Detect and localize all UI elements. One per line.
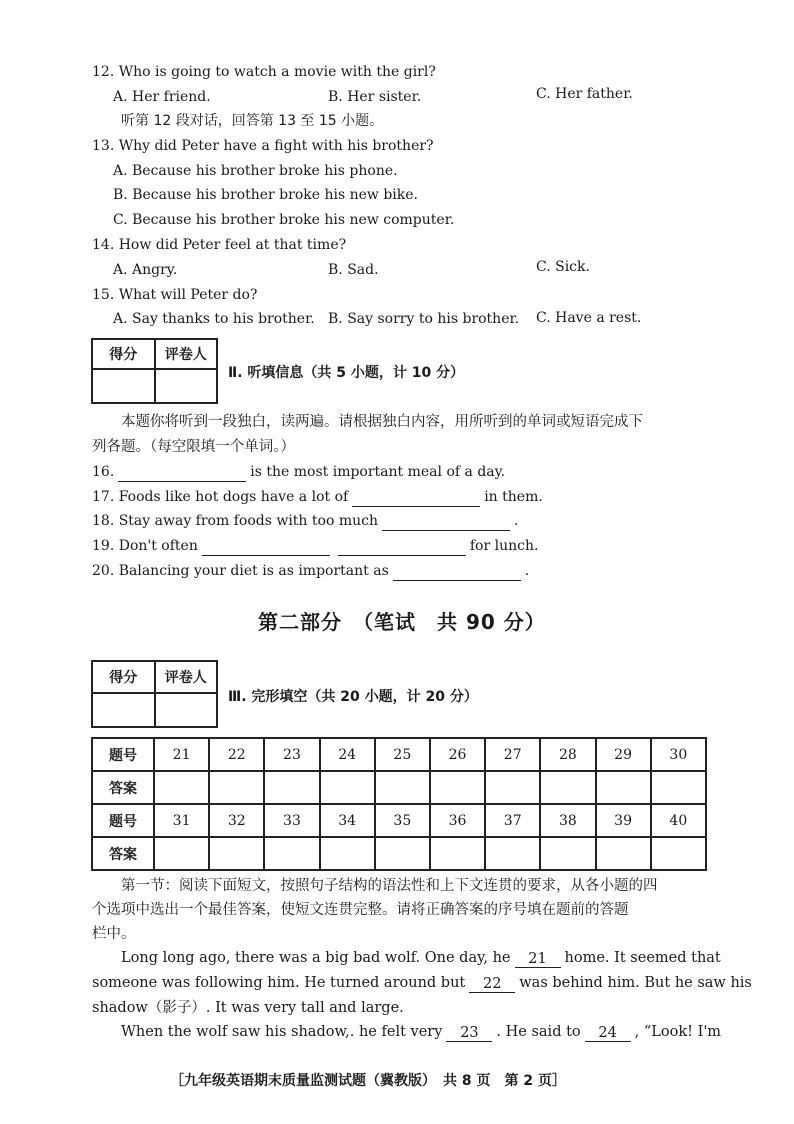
passage-line-4 — [121, 1022, 721, 1042]
cloze-number-23: 23 — [460, 1025, 479, 1041]
question-17 — [92, 487, 543, 507]
cloze-blank-22[interactable] — [469, 976, 515, 993]
grid-answer-cell[interactable] — [264, 771, 319, 804]
q15-option-b: B. Say sorry to his brother. — [328, 311, 520, 327]
grid-answer-cell[interactable] — [430, 837, 485, 870]
question-15: 15. What will Peter do? — [92, 287, 258, 303]
score-cell — [92, 693, 155, 727]
grid-number: 27 — [485, 738, 540, 771]
question-16 — [92, 462, 505, 482]
section1-instruction-1: 第一节：阅读下面短文，按照句子结构的语法性和上下文连贯的要求，从各小题的四 — [121, 878, 658, 894]
q19-blank-1[interactable] — [202, 539, 330, 556]
q20-blank[interactable] — [393, 564, 521, 581]
cloze-blank-23[interactable] — [446, 1025, 492, 1042]
question-14: 14. How did Peter feel at that time? — [92, 237, 347, 253]
grid-number: 23 — [264, 738, 319, 771]
grid-number: 40 — [651, 804, 706, 837]
q13-option-c: C. Because his brother broke his new computer. — [113, 212, 455, 228]
q19-prefix: 19. Don't often — [92, 538, 198, 554]
grid-row-numbers-1 — [92, 738, 706, 771]
q13-option-b: B. Because his brother broke his new bike. — [113, 187, 418, 203]
grid-label-answer: 答案 — [92, 771, 154, 804]
grid-answer-cell[interactable] — [485, 771, 540, 804]
grid-number: 28 — [540, 738, 595, 771]
passage-line-1 — [121, 948, 721, 968]
answer-grid — [91, 737, 707, 871]
grid-answer-cell[interactable] — [596, 771, 651, 804]
passage-text: someone was following him. He turned around but — [92, 975, 466, 991]
grid-number: 30 — [651, 738, 706, 771]
cloze-number-22: 22 — [483, 976, 502, 992]
score-box-part2 — [91, 338, 218, 404]
q14-option-c: C. Sick. — [536, 259, 590, 275]
grid-number: 25 — [375, 738, 430, 771]
score-cell — [92, 369, 155, 403]
passage-text: home. It seemed that — [564, 950, 721, 966]
grid-number: 37 — [485, 804, 540, 837]
grid-label-answer: 答案 — [92, 837, 154, 870]
q18-suffix: . — [513, 513, 519, 529]
passage-text: . He said to — [496, 1024, 581, 1040]
q14-option-a: A. Angry. — [113, 262, 178, 278]
part2-instruction-1: 本题你将听到一段独白，读两遍。请根据独白内容，用所听到的单词或短语完成下 — [121, 414, 643, 430]
grid-number: 33 — [264, 804, 319, 837]
grid-answer-cell[interactable] — [375, 837, 430, 870]
part2-instruction-2: 列各题。（每空限填一个单词。） — [92, 439, 295, 455]
grid-label-number: 题号 — [92, 804, 154, 837]
grid-row-numbers-2 — [92, 804, 706, 837]
cloze-number-24: 24 — [598, 1025, 617, 1041]
q16-prefix: 16. — [92, 464, 115, 480]
score-label: 得分 — [92, 661, 155, 693]
part2-heading: Ⅱ. 听填信息（共 5 小题，计 10 分） — [228, 365, 465, 381]
q20-suffix: . — [524, 563, 530, 579]
grid-answer-cell[interactable] — [540, 771, 595, 804]
cloze-blank-21[interactable] — [515, 951, 561, 968]
passage-text: was behind him. But he saw his — [519, 975, 752, 991]
grid-number: 24 — [320, 738, 375, 771]
score-label: 得分 — [92, 339, 155, 369]
grid-answer-cell[interactable] — [154, 771, 209, 804]
dialog-12-note: 听第 12 段对话，回答第 13 至 15 小题。 — [121, 113, 384, 129]
grid-answer-cell[interactable] — [209, 837, 264, 870]
q12-option-c: C. Her father. — [536, 86, 633, 102]
q12-option-a: A. Her friend. — [113, 89, 211, 105]
q19-blank-2[interactable] — [338, 539, 466, 556]
passage-text: When the wolf saw his shadow,. he felt very — [121, 1024, 443, 1040]
grid-answer-cell[interactable] — [154, 837, 209, 870]
q18-blank[interactable] — [382, 514, 510, 531]
question-18 — [92, 511, 518, 531]
q17-prefix: 17. Foods like hot dogs have a lot of — [92, 489, 349, 505]
q16-blank[interactable] — [118, 465, 246, 482]
q19-suffix: for lunch. — [469, 538, 539, 554]
grader-cell — [155, 693, 218, 727]
cloze-blank-24[interactable] — [585, 1025, 631, 1042]
section1-instruction-3: 栏中。 — [92, 926, 136, 942]
grid-answer-cell[interactable] — [320, 771, 375, 804]
grid-answer-cell[interactable] — [430, 771, 485, 804]
grid-row-answers-2 — [92, 837, 706, 870]
grid-answer-cell[interactable] — [485, 837, 540, 870]
question-20 — [92, 561, 529, 581]
grid-number: 32 — [209, 804, 264, 837]
score-box-part3 — [91, 660, 218, 728]
grader-cell — [155, 369, 218, 403]
question-19 — [92, 536, 538, 556]
grid-answer-cell[interactable] — [540, 837, 595, 870]
grader-label: 评卷人 — [155, 339, 218, 369]
q14-option-b: B. Sad. — [328, 262, 379, 278]
q16-suffix: is the most important meal of a day. — [250, 464, 506, 480]
written-section-title: 第二部分 （笔试 共 90 分） — [258, 610, 546, 634]
section1-instruction-2: 个选项中选出一个最佳答案，使短文连贯完整。请将正确答案的序号填在题前的答题 — [92, 902, 629, 918]
grader-label: 评卷人 — [155, 661, 218, 693]
grid-number: 38 — [540, 804, 595, 837]
passage-text: Long long ago, there was a big bad wolf. One day, he — [121, 950, 511, 966]
grid-number: 22 — [209, 738, 264, 771]
grid-number: 31 — [154, 804, 209, 837]
grid-answer-cell[interactable] — [209, 771, 264, 804]
q15-option-c: C. Have a rest. — [536, 310, 642, 326]
grid-answer-cell[interactable] — [596, 837, 651, 870]
grid-number: 29 — [596, 738, 651, 771]
grid-number: 36 — [430, 804, 485, 837]
grid-answer-cell[interactable] — [651, 837, 706, 870]
grid-answer-cell[interactable] — [375, 771, 430, 804]
passage-line-3: shadow（影子）. It was very tall and large. — [92, 1000, 404, 1016]
question-13: 13. Why did Peter have a fight with his brother? — [92, 138, 434, 154]
part3-heading: Ⅲ. 完形填空（共 20 小题，计 20 分） — [228, 689, 478, 705]
question-12: 12. Who is going to watch a movie with the girl? — [92, 64, 436, 80]
grid-number: 26 — [430, 738, 485, 771]
cloze-number-21: 21 — [528, 951, 547, 967]
q20-prefix: 20. Balancing your diet is as important as — [92, 563, 389, 579]
grid-row-answers-1 — [92, 771, 706, 804]
grid-answer-cell[interactable] — [264, 837, 319, 870]
q13-option-a: A. Because his brother broke his phone. — [113, 163, 398, 179]
grid-number: 35 — [375, 804, 430, 837]
grid-answer-cell[interactable] — [320, 837, 375, 870]
grid-answer-cell[interactable] — [651, 771, 706, 804]
passage-text: , “Look! I'm — [634, 1024, 722, 1040]
q15-option-a: A. Say thanks to his brother. — [113, 311, 315, 327]
grid-number: 34 — [320, 804, 375, 837]
page-footer: ［九年级英语期末质量监测试题（冀教版） 共 8 页 第 2 页］ — [170, 1073, 566, 1089]
q18-prefix: 18. Stay away from foods with too much — [92, 513, 378, 529]
q17-suffix: in them. — [484, 489, 543, 505]
grid-label-number: 题号 — [92, 738, 154, 771]
q12-option-b: B. Her sister. — [328, 89, 422, 105]
q17-blank[interactable] — [352, 490, 480, 507]
passage-line-2 — [92, 973, 752, 993]
grid-number: 21 — [154, 738, 209, 771]
grid-number: 39 — [596, 804, 651, 837]
